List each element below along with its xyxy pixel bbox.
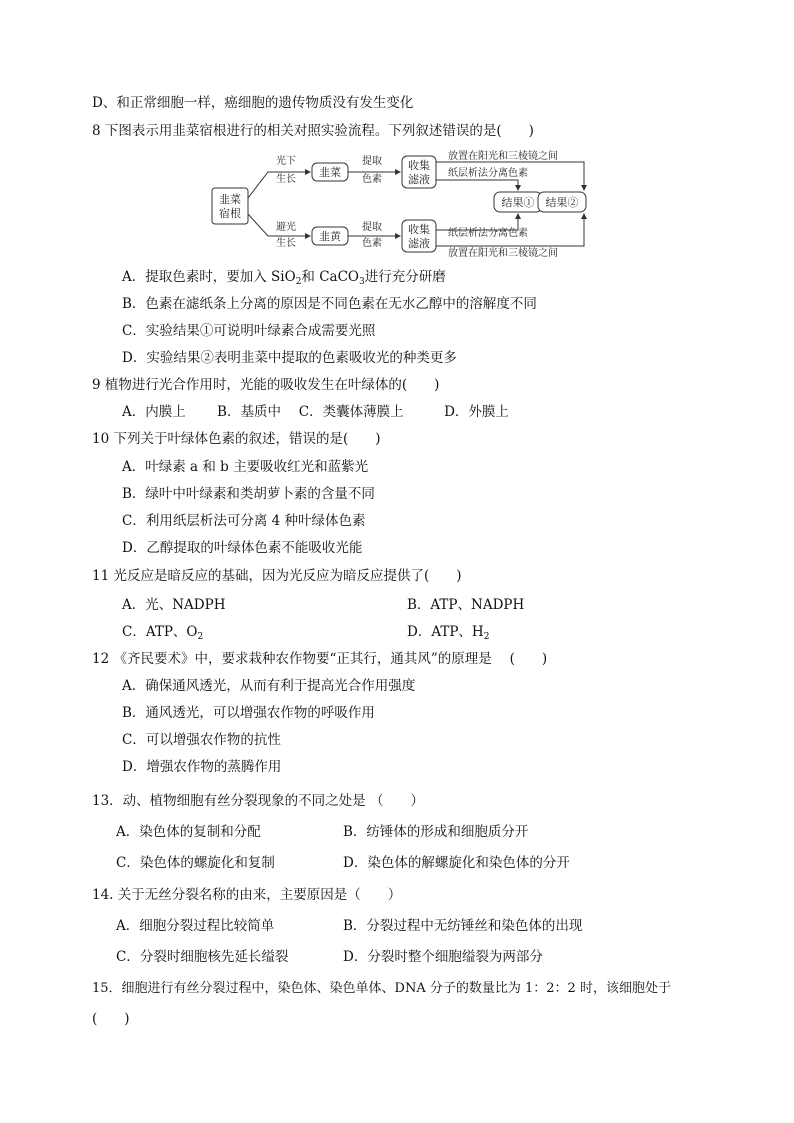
q11-option-b: B．ATP、NADPH	[407, 597, 525, 613]
diagram-bot-cond-1: 避光	[276, 222, 296, 233]
q8-option-c: C．实验结果①可说明叶绿素合成需要光照	[122, 323, 376, 339]
q10-option-c: C．利用纸层析法可分离 4 种叶绿体色素	[122, 513, 366, 529]
diagram-root-line1: 韭菜	[219, 193, 241, 206]
diagram-method-paper-top: 纸层析法分离色素	[448, 168, 528, 179]
q12-option-a: A．确保通风透光，从而有利于提高光合作用强度	[122, 678, 416, 694]
q12-stem: 12 《齐民要术》中，要求栽种农作物要“正其行，通其风”的原理是 ( )	[92, 651, 548, 667]
q12-option-b: B．通风透光，可以增强农作物的呼吸作用	[122, 705, 375, 721]
diagram-result2: 结果②	[545, 196, 579, 209]
diagram-collect-top-1: 收集	[408, 159, 430, 172]
q12-option-d: D．增强农作物的蒸腾作用	[122, 759, 282, 775]
q11-option-c: C．ATP、$O_2$	[122, 624, 204, 642]
q15-stem-continued: ( )	[92, 1011, 130, 1027]
diagram-top-plant: 韭菜	[319, 166, 341, 179]
q7-option-d: D、和正常细胞一样，癌细胞的遗传物质没有发生变化	[92, 95, 414, 111]
diagram-collect-bot-2: 滤液	[408, 237, 430, 250]
q13-option-a: A．染色体的复制和分配	[116, 824, 261, 840]
q13-option-d: D．染色体的解螺旋化和染色体的分开	[343, 855, 570, 871]
diagram-top-cond-1: 光下	[276, 156, 296, 167]
q10-option-d: D．乙醇提取的叶绿体色素不能吸收光能	[122, 540, 363, 556]
diagram-result1: 结果①	[501, 196, 535, 209]
q15-stem: 15．细胞进行有丝分裂过程中，染色体、染色单体、DNA 分子的数量比为 1：2：2 时，该细胞处于	[92, 981, 671, 996]
q8-option-d: D．实验结果②表明韭菜中提取的色素吸收光的种类更多	[122, 350, 457, 366]
q13-stem: 13．动、植物细胞有丝分裂现象的不同之处是 （ ）	[92, 793, 424, 809]
diagram-method-light-top: 放置在阳光和三棱镜之间	[448, 151, 558, 162]
diagram-extract-top-1: 提取	[362, 156, 382, 167]
q14-stem: 14. 关于无丝分裂名称的由来，主要原因是（ ）	[92, 887, 402, 903]
q14-option-b: B．分裂过程中无纺锤丝和染色体的出现	[343, 918, 583, 934]
diagram-extract-bot-2: 色素	[362, 238, 382, 249]
q14-option-d: D．分裂时整个细胞缢裂为两部分	[343, 949, 543, 965]
diagram-bottom-plant: 韭黄	[319, 230, 341, 243]
diagram-collect-top-2: 滤液	[408, 173, 430, 186]
diagram-bot-cond-2: 生长	[276, 238, 296, 249]
q14-option-a: A．细胞分裂过程比较简单	[116, 918, 275, 934]
diagram-top-cond-2: 生长	[276, 174, 296, 185]
q11-option-a: A．光、NADPH	[122, 597, 226, 613]
q9-options: A．内膜上 B．基质中 C．类囊体薄膜上 D．外膜上	[122, 404, 509, 420]
q10-option-a: A．叶绿素 a 和 b 主要吸收红光和蓝紫光	[122, 459, 369, 475]
diagram-collect-bot-1: 收集	[408, 223, 430, 236]
q8-option-a: A．提取色素时，要加入 SiO$_2$和 CaCO$_3$进行充分研磨	[122, 269, 446, 287]
q13-option-c: C．染色体的螺旋化和复制	[116, 855, 275, 871]
q10-stem: 10 下列关于叶绿体色素的叙述，错误的是( )	[92, 431, 381, 447]
q9-stem: 9 植物进行光合作用时，光能的吸收发生在叶绿体的( )	[92, 377, 440, 393]
diagram-root-line2: 宿根	[219, 207, 241, 220]
diagram-method-light-bot: 放置在阳光和三棱镜之间	[448, 248, 558, 259]
diagram-extract-bot-1: 提取	[362, 222, 382, 233]
q8-stem: 8 下图表示用韭菜宿根进行的相关对照实验流程。下列叙述错误的是( )	[92, 123, 534, 139]
q13-option-b: B．纺锤体的形成和细胞质分开	[343, 824, 529, 840]
diagram-method-paper-bot: 纸层析法分离色素	[448, 228, 528, 239]
q14-option-c: C．分裂时细胞核先延长缢裂	[116, 949, 289, 965]
q11-stem: 11 光反应是暗反应的基础，因为光反应为暗反应提供了( )	[92, 568, 462, 584]
diagram-extract-top-2: 色素	[362, 174, 382, 185]
q12-option-c: C．可以增强农作物的抗性	[122, 732, 281, 748]
q8-flow-diagram	[210, 150, 590, 260]
q11-option-d: D．ATP、$H_2$	[407, 624, 490, 642]
q10-option-b: B．绿叶中叶绿素和类胡萝卜素的含量不同	[122, 486, 375, 502]
q8-option-b: B．色素在滤纸条上分离的原因是不同色素在无水乙醇中的溶解度不同	[122, 296, 537, 312]
